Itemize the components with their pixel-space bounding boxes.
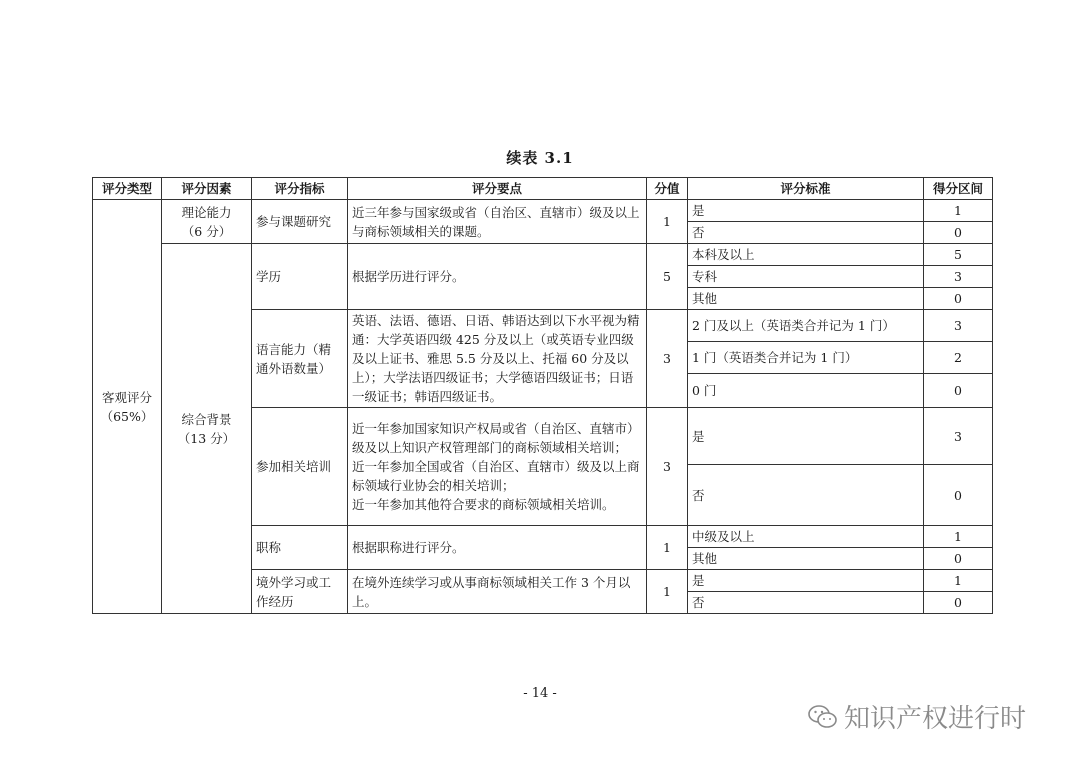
key-point-cell: 根据学历进行评分。	[348, 244, 647, 310]
key-point-cell: 根据职称进行评分。	[348, 526, 647, 570]
indicator-cell: 境外学习或工作经历	[252, 570, 348, 614]
scoring-type-cell	[93, 200, 162, 614]
criterion-cell: 是	[688, 408, 924, 465]
header-cell: 评分因素	[162, 178, 252, 200]
table-row	[93, 200, 993, 222]
score-cell: 0	[924, 222, 993, 244]
header-cell: 评分类型	[93, 178, 162, 200]
table-row	[93, 244, 993, 266]
header-cell: 评分要点	[348, 178, 647, 200]
score-cell: 3	[924, 310, 993, 342]
criterion-cell: 其他	[688, 548, 924, 570]
score-cell: 0	[924, 592, 993, 614]
criterion-cell: 否	[688, 222, 924, 244]
criterion-cell: 2 门及以上（英语类合并记为 1 门）	[688, 310, 924, 342]
scoring-type-weight: （65%）	[100, 408, 154, 424]
score-cell: 5	[924, 244, 993, 266]
score-cell: 0	[924, 548, 993, 570]
criterion-cell: 0 门	[688, 373, 924, 407]
key-point-cell: 英语、法语、德语、日语、韩语达到以下水平视为精通：大学英语四级 425 分及以上（或英语专业四级及以上证书、雅思 5.5 分及以上、托福 60 分及以上）；大学法语四级证书；大学德语四级证书；日语一级证书；韩语四级证书。	[348, 310, 647, 408]
key-point-cell: 在境外连续学习或从事商标领域相关工作 3 个月以上。	[348, 570, 647, 614]
key-point-line: 近一年参加其他符合要求的商标领域相关培训。	[352, 497, 615, 512]
key-point-cell: 近三年参与国家级或省（自治区、直辖市）级及以上与商标领域相关的课题。	[348, 200, 647, 244]
table-title: 续表 3.1	[506, 149, 574, 167]
criterion-cell: 专科	[688, 266, 924, 288]
factor-cell	[162, 244, 252, 614]
header-cell: 评分标准	[688, 178, 924, 200]
header-row	[93, 178, 993, 200]
header-cell: 得分区间	[924, 178, 993, 200]
value-cell: 1	[647, 526, 688, 570]
watermark-text: 知识产权进行时	[844, 704, 1027, 734]
score-cell: 1	[924, 200, 993, 222]
indicator-cell: 职称	[252, 526, 348, 570]
score-cell: 0	[924, 373, 993, 407]
factor-name: 理论能力	[181, 204, 232, 220]
key-point-line: 近一年参加全国或省（自治区、直辖市）级及以上商标领域行业协会的相关培训；	[352, 459, 640, 493]
key-point-line: 近一年参加国家知识产权局或省（自治区、直辖市）级及以上知识产权管理部门的商标领域相关培训；	[352, 421, 640, 455]
criterion-cell: 否	[688, 592, 924, 614]
score-cell: 3	[924, 266, 993, 288]
indicator-cell: 参与课题研究	[252, 200, 348, 244]
key-point-cell	[348, 408, 647, 526]
value-cell: 1	[647, 200, 688, 244]
value-cell: 1	[647, 570, 688, 614]
scoring-type-name: 客观评分	[101, 389, 152, 405]
score-cell: 3	[924, 408, 993, 465]
score-cell: 1	[924, 570, 993, 592]
factor-cell	[162, 200, 252, 244]
criterion-cell: 是	[688, 570, 924, 592]
header-cell: 评分指标	[252, 178, 348, 200]
criterion-cell: 本科及以上	[688, 244, 924, 266]
criterion-cell: 中级及以上	[688, 526, 924, 548]
scoring-table	[92, 177, 993, 614]
score-cell: 0	[924, 288, 993, 310]
wechat-icon	[808, 704, 838, 730]
value-cell: 3	[647, 310, 688, 408]
indicator-cell: 参加相关培训	[252, 408, 348, 526]
score-cell: 0	[924, 465, 993, 526]
factor-name: 综合背景	[181, 411, 232, 427]
score-cell: 1	[924, 526, 993, 548]
indicator-cell: 语言能力（精通外语数量）	[252, 310, 348, 408]
value-cell: 3	[647, 408, 688, 526]
factor-points: （6 分）	[181, 223, 232, 239]
criterion-cell: 其他	[688, 288, 924, 310]
criterion-cell: 1 门（英语类合并记为 1 门）	[688, 341, 924, 373]
page-number: - 14 -	[523, 686, 557, 701]
header-cell: 分值	[647, 178, 688, 200]
criterion-cell: 否	[688, 465, 924, 526]
criterion-cell: 是	[688, 200, 924, 222]
watermark	[808, 698, 1026, 735]
score-cell: 2	[924, 341, 993, 373]
factor-points: （13 分）	[177, 430, 236, 446]
indicator-cell: 学历	[252, 244, 348, 310]
value-cell: 5	[647, 244, 688, 310]
